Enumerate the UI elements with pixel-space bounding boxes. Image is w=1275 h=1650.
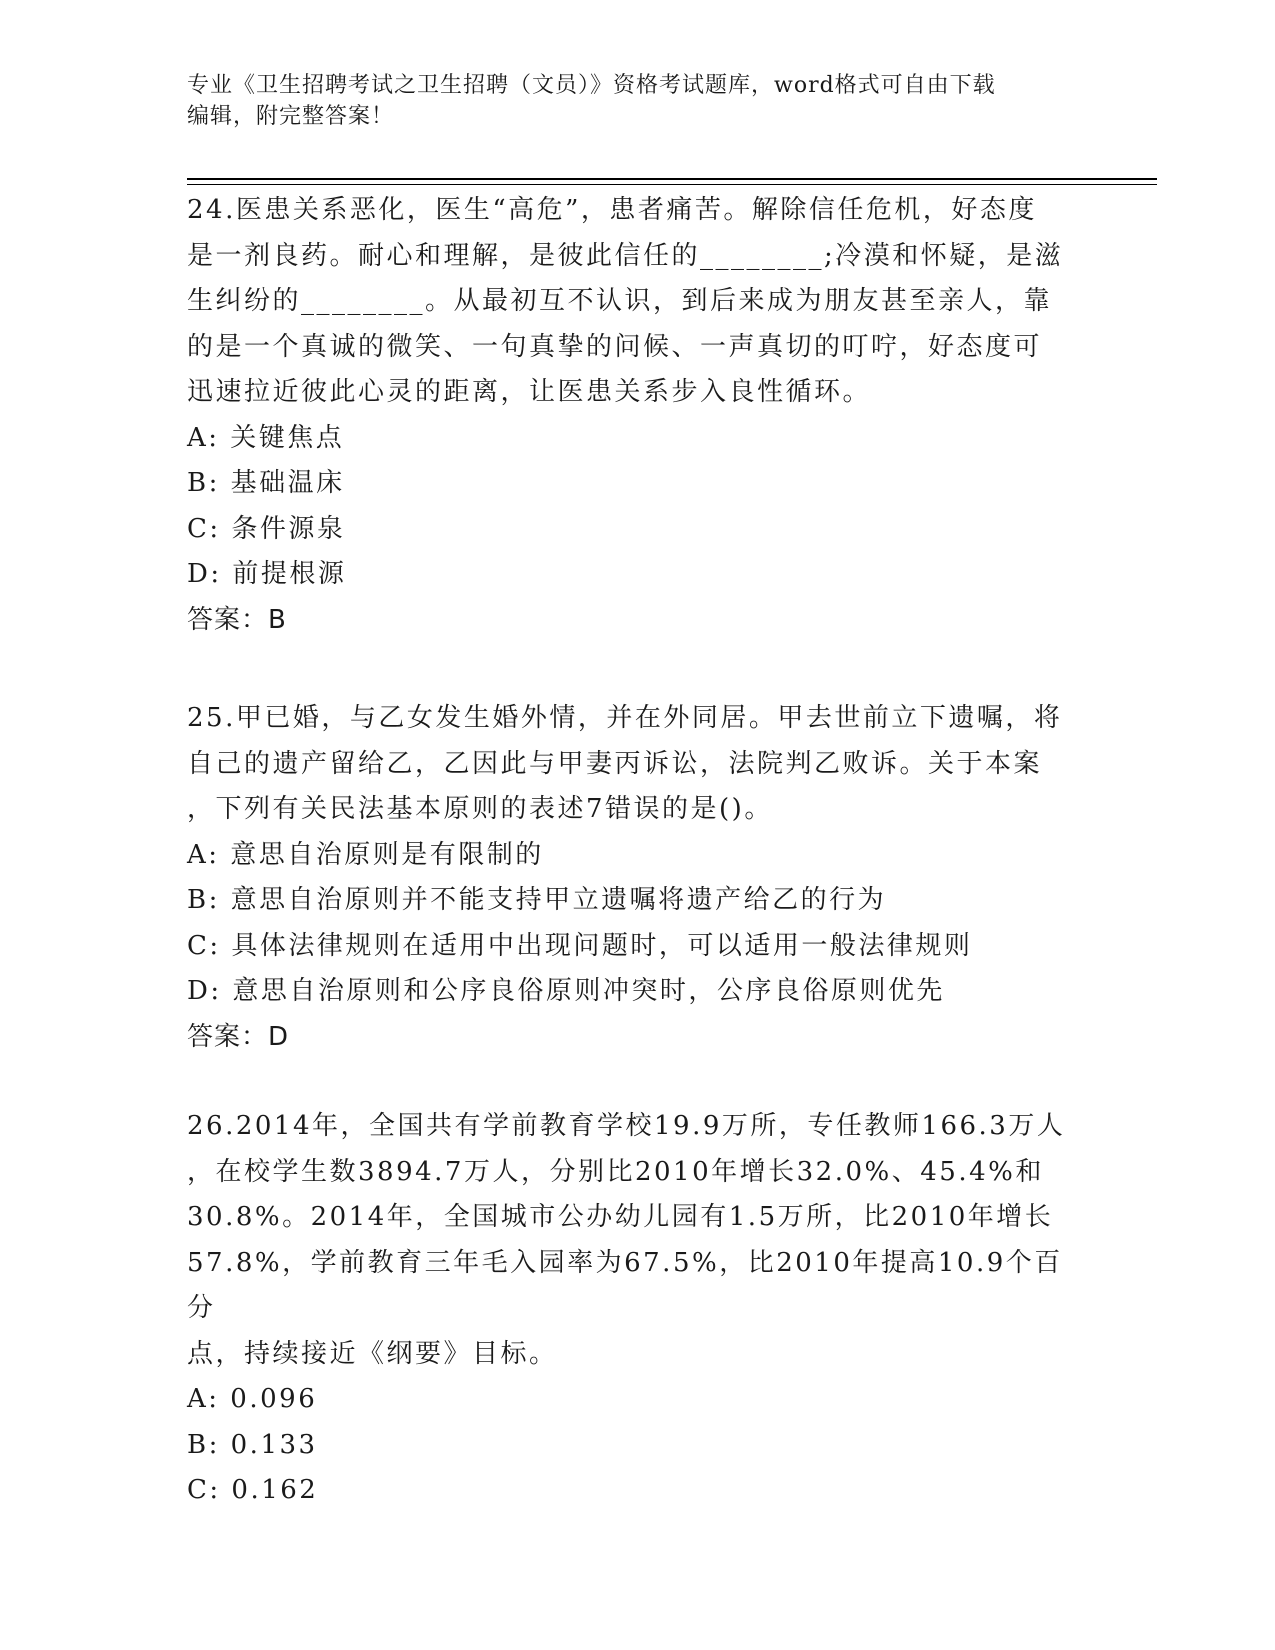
stem-line: 点，持续接近《纲要》目标。 bbox=[187, 1338, 558, 1369]
stem-line: 25.甲已婚，与乙女发生婚外情，并在外同居。甲去世前立下遗嘱，将 bbox=[187, 703, 1063, 733]
option-a: A: 0.096 bbox=[187, 1384, 318, 1414]
document-header bbox=[187, 70, 1067, 132]
option-b: B: 意思自治原则并不能支持甲立遗嘱将遗产给乙的行为 bbox=[187, 885, 887, 915]
stem-line: 24.医患关系恶化，医生“高危”，患者痛苦。解除信任危机，好态度 bbox=[187, 195, 1037, 225]
option-a: A: 关键焦点 bbox=[187, 422, 345, 453]
stem-line: 57.8%，学前教育三年毛入园率为67.5%，比2010年提高10.9个百分 bbox=[187, 1247, 1063, 1323]
option-b: B: 0.133 bbox=[187, 1429, 318, 1460]
option-c: C: 0.162 bbox=[187, 1475, 319, 1505]
option-d: D: 前提根源 bbox=[187, 559, 347, 589]
header-rule-thin bbox=[187, 184, 1157, 185]
stem-line: 30.8%。2014年，全国城市公办幼儿园有1.5万所，比2010年增长 bbox=[187, 1202, 1054, 1232]
header-line-1: 专业《卫生招聘考试之卫生招聘（文员）》资格考试题库，word格式可自由下载 bbox=[187, 73, 996, 98]
question-stem bbox=[187, 188, 1087, 416]
stem-line: 的是一个真诚的微笑、一句真挚的问候、一声真切的叮咛，好态度可 bbox=[187, 331, 1043, 362]
stem-line: 自己的遗产留给乙，乙因此与甲妻丙诉讼，法院判乙败诉。关于本案 bbox=[187, 748, 1043, 779]
stem-line: 26.2014年，全国共有学前教育学校19.9万所，专任教师166.3万人 bbox=[187, 1111, 1066, 1141]
stem-line: 迅速拉近彼此心灵的距离，让医患关系步入良性循环。 bbox=[187, 377, 872, 407]
option-c: C: 条件源泉 bbox=[187, 513, 346, 544]
option-a: A: 意思自治原则是有限制的 bbox=[187, 839, 544, 870]
header-line-2: 编辑，附完整答案！ bbox=[187, 104, 395, 129]
question-24 bbox=[187, 188, 1087, 643]
stem-line: 生纠纷的________。从最初互不认识，到后来成为朋友甚至亲人，靠 bbox=[187, 286, 1053, 316]
option-b: B: 基础温床 bbox=[187, 468, 345, 498]
stem-line: 是一剂良药。耐心和理解，是彼此信任的________;冷漠和怀疑，是滋 bbox=[187, 240, 1064, 271]
option-c: C: 具体法律规则在适用中出现问题时，可以适用一般法律规则 bbox=[187, 930, 973, 961]
question-25 bbox=[187, 696, 1087, 1060]
question-26 bbox=[187, 1104, 1087, 1514]
option-d: D: 意思自治原则和公序良俗原则冲突时，公序良俗原则优先 bbox=[187, 976, 945, 1006]
question-stem bbox=[187, 1104, 1087, 1377]
stem-line: ，在校学生数3894.7万人，分别比2010年增长32.0%、45.4%和 bbox=[187, 1156, 1044, 1187]
question-stem bbox=[187, 696, 1087, 833]
answer-label: 答案：B bbox=[187, 604, 287, 635]
header-rule-thick bbox=[187, 178, 1157, 180]
stem-line: ，下列有关民法基本原则的表述7错误的是()。 bbox=[187, 794, 773, 824]
answer-label: 答案：D bbox=[187, 1021, 290, 1052]
